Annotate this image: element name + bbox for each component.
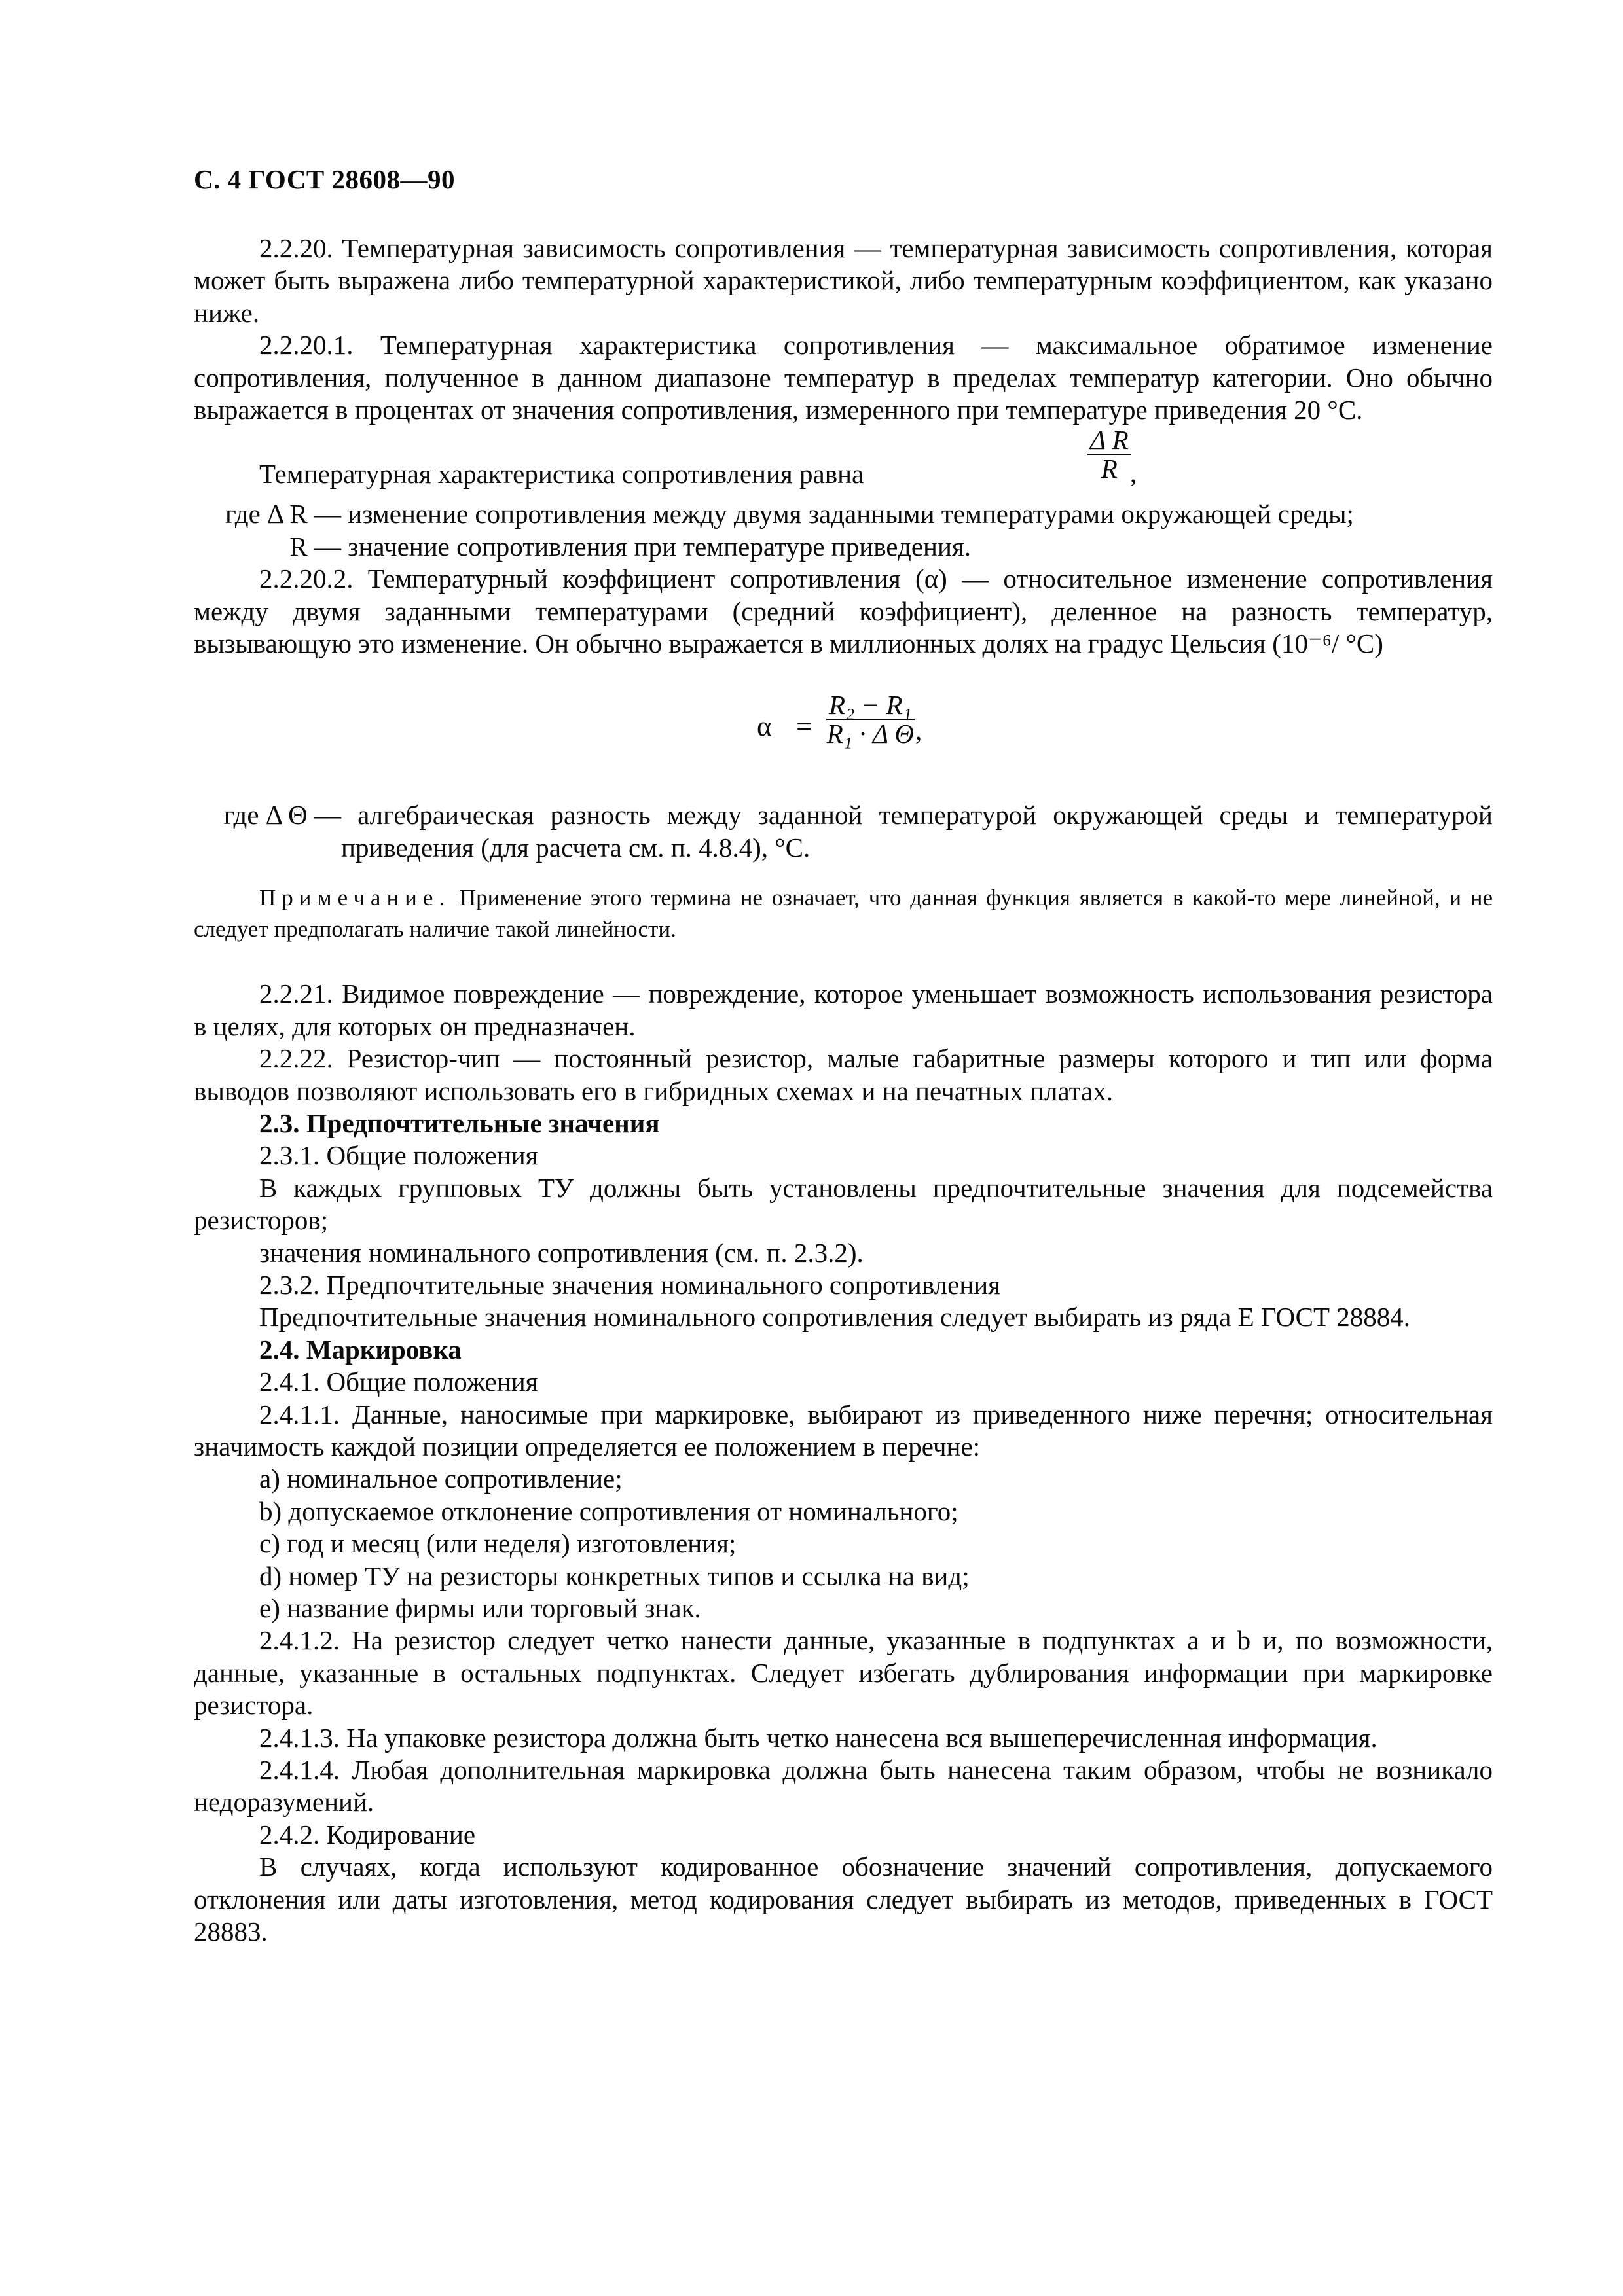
where-term: где Δ Θ — xyxy=(223,800,341,831)
where-r xyxy=(194,531,1493,563)
formula-numerator: R₂ − R₁ xyxy=(826,691,915,720)
paragraph-2-3-1-a: В каждых групповых ТУ должны быть установлены предпочтительные значения для подсемейства резисторов; xyxy=(194,1172,1493,1236)
paragraph-2-2-20-2: 2.2.20.2. Температурный коэффициент сопротивления (α) — относительное изменение сопротивления между двумя заданными температурами (средний коэффициент), деленное на разность температур, вызывающую это изменение. Он обычно выражается в миллионных долях на градус Цельсия (10⁻⁶/ °С) xyxy=(194,564,1493,659)
where-term: R — xyxy=(289,531,341,562)
list-item: a) номинальное сопротивление; xyxy=(259,1463,623,1494)
fraction-comma: , xyxy=(1130,458,1137,489)
note xyxy=(194,882,1493,945)
subsection-2-4-1: 2.4.1. Общие положения xyxy=(259,1367,538,1397)
where-definition: алгебраическая разность между заданной температурой окружающей среды и температурой приведения (для расчета см. п. 4.8.4), °С. xyxy=(341,800,1493,863)
where-delta-r xyxy=(194,498,1493,530)
list-item: d) номер ТУ на резисторы конкретных типов и ссылка на вид; xyxy=(259,1560,970,1591)
page-header: С. 4 ГОСТ 28608—90 xyxy=(194,164,456,194)
list-item: c) год и месяц (или неделя) изготовления; xyxy=(259,1528,737,1559)
list-item: e) название фирмы или торговый знак. xyxy=(259,1593,701,1623)
subsection-2-3-2: 2.3.2. Предпочтительные значения номинального сопротивления xyxy=(259,1269,1001,1300)
temp-characteristic-line xyxy=(194,426,1493,498)
paragraph-2-4-1-4: 2.4.1.4. Любая дополнительная маркировка должна быть нанесена таким образом, чтобы не возникало недоразумений. xyxy=(194,1755,1493,1818)
formula-alpha: α xyxy=(757,711,772,743)
section-heading-2-4: 2.4. Маркировка xyxy=(259,1334,462,1365)
subsection-2-4-2: 2.4.2. Кодирование xyxy=(259,1819,476,1850)
where-definition: значение сопротивления при температуре приведения. xyxy=(348,531,972,562)
subsection-2-3-1: 2.3.1. Общие положения xyxy=(259,1140,538,1171)
formula-equals: = xyxy=(796,711,812,743)
fraction-denominator: R xyxy=(1101,454,1118,484)
paragraph-2-4-1-1: 2.4.1.1. Данные, наносимые при маркировке, выбирают из приведенного ниже перечня; относительная значимость каждой позиции определяется ее положением в перечне: xyxy=(194,1399,1493,1462)
where-definition: изменение сопротивления между двумя заданными температурами окружающей среды; xyxy=(348,499,1354,529)
alpha-formula xyxy=(194,691,1493,763)
fraction-numerator: Δ R xyxy=(1087,426,1131,455)
paragraph-2-2-21: 2.2.21. Видимое повреждение — повреждение, которое уменьшает возможность использования резистора в целях, для которых он предназначен. xyxy=(194,978,1493,1041)
paragraph-2-2-20-1: 2.2.20.1. Температурная характеристика сопротивления — максимальное обратимое изменение сопротивления, полученное в данном диапазоне температур в пределах температур категории. Оно обычно выражается в процентах от значения сопротивления, измеренного при температуре приведения 20 °С. xyxy=(194,330,1493,425)
paragraph-2-2-20: 2.2.20. Температурная зависимость сопротивления — температурная зависимость сопротивления, которая может быть выражена либо температурной характеристикой, либо температурным коэффициентом, как указано ниже. xyxy=(194,233,1493,328)
temp-characteristic-label: Температурная характеристика сопротивления равна xyxy=(259,459,864,490)
formula-comma: , xyxy=(915,715,922,746)
paragraph-2-4-1-3: 2.4.1.3. На упаковке резистора должна быть четко нанесена вся вышеперечисленная информация. xyxy=(259,1722,1377,1753)
where-term: где Δ R — xyxy=(225,499,341,529)
section-heading-2-3: 2.3. Предпочтительные значения xyxy=(259,1107,660,1138)
note-text: Применение этого термина не означает, что данная функция является в какой-то мере линейной, и не следует предполагать наличие такой линейности. xyxy=(194,885,1493,942)
paragraph-2-3-1-b: значения номинального сопротивления (см. п. 2.3.2). xyxy=(259,1237,864,1268)
formula-denominator: R₁ · Δ Θ xyxy=(826,719,914,749)
delta-r-over-r-fraction xyxy=(1087,426,1131,482)
list-item: b) допускаемое отклонение сопротивления от номинального; xyxy=(259,1496,958,1526)
paragraph-2-3-2-a: Предпочтительные значения номинального сопротивления следует выбирать из ряда Е ГОСТ 28884. xyxy=(259,1302,1411,1333)
note-label: Примечание. xyxy=(259,885,451,911)
where-delta-theta xyxy=(194,799,1493,864)
paragraph-2-4-2-a: В случаях, когда используют кодированное обозначение значений сопротивления, допускаемого отклонения или даты изготовления, метод кодирования следует выбирать из методов, приведенных в ГОСТ 28883. xyxy=(194,1852,1493,1947)
formula-fraction xyxy=(826,691,915,747)
paragraph-2-2-22: 2.2.22. Резистор-чип — постоянный резистор, малые габаритные размеры которого и тип или форма выводов позволяют использовать его в гибридных схемах и на печатных платах. xyxy=(194,1043,1493,1106)
page-body xyxy=(194,232,1493,1948)
paragraph-2-4-1-2: 2.4.1.2. На резистор следует четко нанести данные, указанные в подпунктах a и b и, по возможности, данные, указанные в остальных подпунктах. Следует избегать дублирования информации при маркировке резистора. xyxy=(194,1625,1493,1721)
